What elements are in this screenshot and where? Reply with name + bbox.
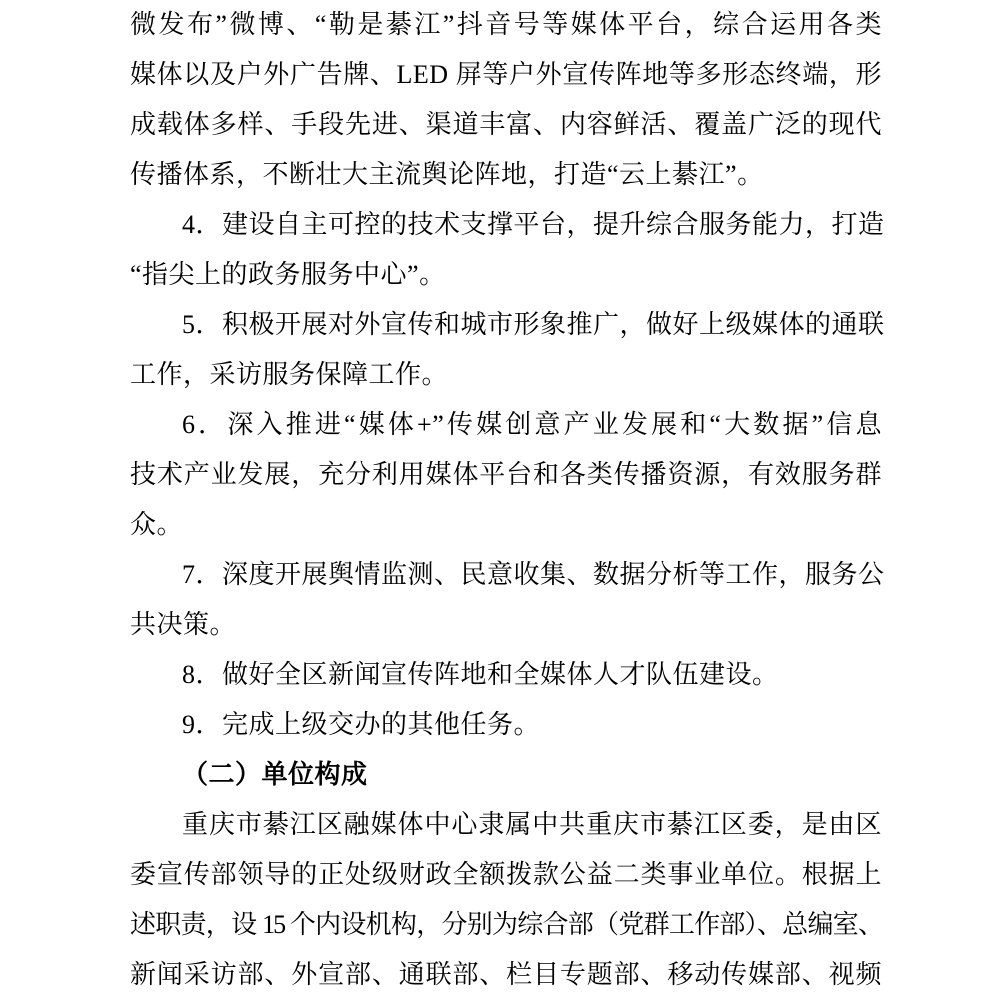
text-line: 4．建设自主可控的技术支撑平台，提升综合服务能力，打造: [182, 210, 885, 239]
text-line: “指尖上的政务服务中心”。: [130, 260, 446, 289]
text-line: 7．深度开展舆情监测、民意收集、数据分析等工作，服务公: [182, 560, 885, 589]
text-line: 5．积极开展对外宣传和城市形象推广，做好上级媒体的通联: [182, 310, 885, 339]
text-line: 众。: [130, 510, 184, 539]
text-line: 8．做好全区新闻宣传阵地和全媒体人才队伍建设。: [182, 660, 779, 689]
text-line: 9．完成上级交办的其他任务。: [182, 710, 541, 739]
text-line: 6．深入推进“媒体+”传媒创意产业发展和“大数据”信息: [182, 410, 882, 439]
text-line: 微发布”微博、“勒是綦江”抖音号等媒体平台，综合运用各类: [130, 10, 882, 39]
text-line: 共决策。: [130, 610, 237, 639]
text-line: 传播体系，不断壮大主流舆论阵地，打造“云上綦江”。: [130, 160, 764, 189]
text-line: 工作，采访服务保障工作。: [130, 360, 449, 389]
text-line: 重庆市綦江区融媒体中心隶属中共重庆市綦江区委，是由区: [182, 810, 882, 839]
text-line: 媒体以及户外广告牌、LED 屏等户外宣传阵地等多形态终端，形: [130, 60, 882, 89]
document-text-block: [130, 0, 885, 1000]
text-line: 技术产业发展，充分利用媒体平台和各类传播资源，有效服务群: [130, 460, 882, 489]
text-line: 委宣传部领导的正处级财政全额拨款公益二类事业单位。根据上: [130, 860, 882, 889]
text-line: 述职责，设 15 个内设机构，分别为综合部（党群工作部）、总编室、: [130, 910, 882, 939]
section-heading: （二）单位构成: [182, 760, 368, 789]
text-line: 成载体多样、手段先进、渠道丰富、内容鲜活、覆盖广泛的现代: [130, 110, 882, 139]
text-line: 新闻采访部、外宣部、通联部、栏目专题部、移动传媒部、视频: [130, 960, 882, 989]
